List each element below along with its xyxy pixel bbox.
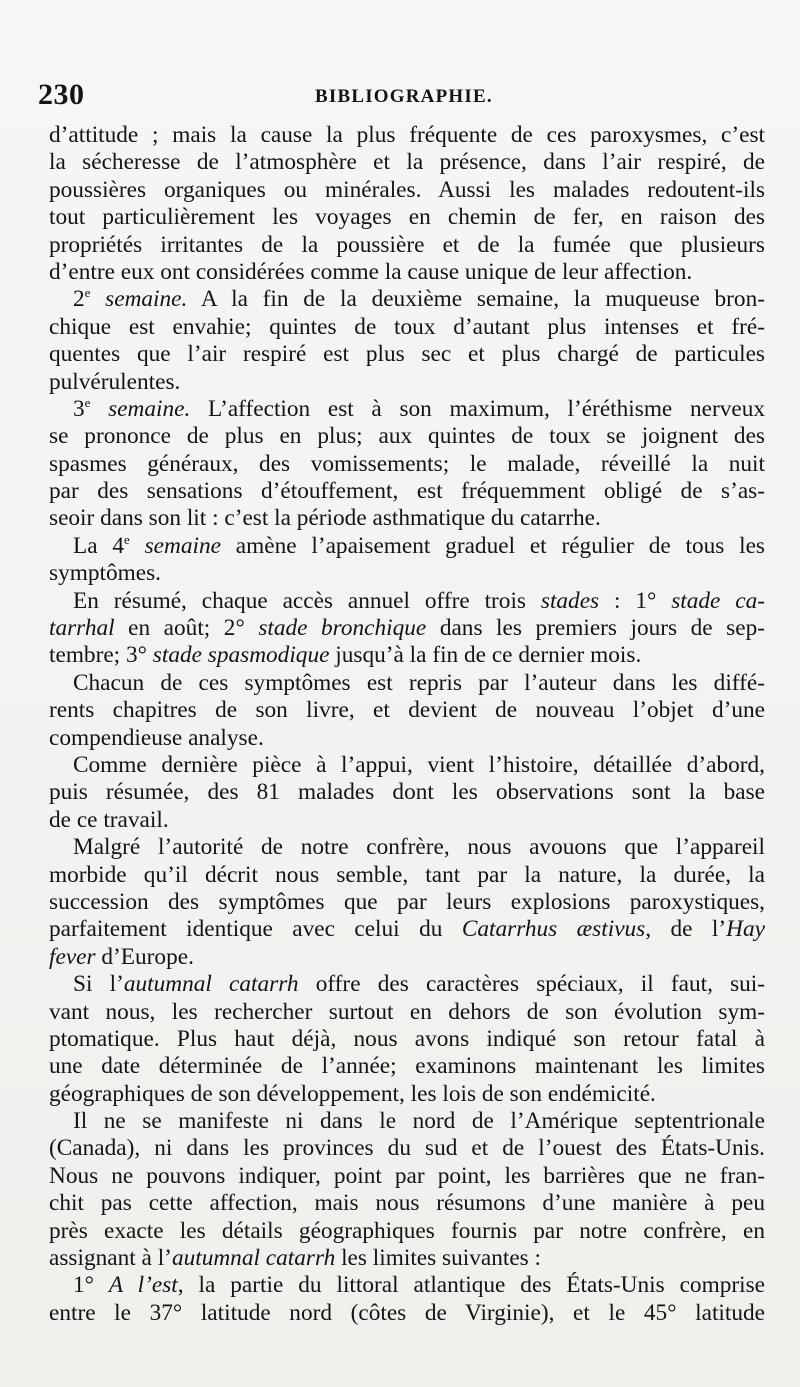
text-line: [49, 1081, 765, 1108]
text-segment: pulvérulentes.: [49, 368, 181, 395]
text-line: [49, 1108, 765, 1135]
italic-text: A l’est: [108, 1272, 178, 1299]
text-segment: la sécheresse de l’atmosphère et la présence, dans l’air respiré, de: [49, 149, 765, 176]
text-line: [49, 944, 765, 971]
text-segment: La: [73, 532, 113, 559]
text-line: [49, 451, 765, 478]
italic-text: Hay: [726, 916, 765, 943]
text-segment: , la partie du littoral atlantique des États-Unis comprise: [177, 1272, 765, 1299]
text-segment: Comme dernière pièce à l’appui, vient l’histoire, détaillée d’abord,: [73, 751, 765, 778]
text-segment: 2: [73, 286, 85, 313]
italic-text: Catarrhus æstivus: [461, 916, 646, 943]
text-line: [49, 1300, 765, 1327]
text-segment: morbide qu’il décrit nous semble, tant par la nature, la durée, la: [49, 861, 765, 888]
text-segment: une date déterminée de l’année; examinons maintenant les limites: [49, 1053, 765, 1080]
text-line: [49, 916, 765, 943]
italic-text: stade spasmodique: [152, 642, 330, 669]
italic-text: semaine.: [90, 286, 188, 313]
text-segment: d’Europe.: [95, 943, 194, 970]
text-segment: A la fin de la deuxième semaine, la muqueuse bron-: [187, 286, 765, 313]
text-line: [49, 889, 765, 916]
text-segment: spasmes généraux, des vomissements; le malade, réveillé la nuit: [49, 450, 765, 477]
text-line: [49, 588, 765, 615]
text-segment: quentes que l’air respiré est plus sec et plus chargé de particules: [49, 341, 765, 368]
text-segment: géographiques de son développement, les lois de son endémicité.: [49, 1080, 656, 1107]
text-line: [49, 752, 765, 779]
text-line: [49, 615, 765, 642]
text-line: [49, 971, 765, 998]
italic-text: semaine.: [90, 395, 191, 422]
text-segment: dans les premiers jours de sep-: [426, 615, 765, 642]
page-number: 230: [38, 78, 85, 111]
text-line: [49, 341, 765, 368]
text-line: [49, 533, 765, 560]
text-line: [49, 232, 765, 259]
text-line: [49, 725, 765, 752]
text-segment: d’attitude ; mais la cause la plus fréquente de ces paroxysmes, c’est: [49, 122, 765, 148]
italic-text: stade bronchique: [258, 615, 427, 642]
text-segment: compendieuse analyse.: [49, 724, 264, 751]
text-line: [49, 1053, 765, 1080]
text-segment: parfaitement identique avec celui du: [49, 916, 462, 943]
text-line: [49, 1272, 765, 1299]
text-line: [49, 396, 765, 423]
text-segment: se prononce de plus en plus; aux quintes de toux se joignent des: [49, 423, 765, 450]
text-segment: assignant à l’: [49, 1245, 172, 1272]
text-segment: En résumé, chaque accès annuel offre trois: [73, 587, 541, 614]
superscript: e: [84, 395, 91, 411]
italic-text: semaine: [129, 532, 221, 559]
text-segment: d’entre eux ont considérées comme la cause unique de leur affection.: [49, 258, 693, 285]
text-line: [49, 1218, 765, 1245]
text-line: [49, 423, 765, 450]
text-segment: ptomatique. Plus haut déjà, nous avons indiqué son retour fatal à: [49, 1025, 765, 1052]
text-segment: 3: [73, 395, 85, 422]
text-segment: , de l’: [645, 916, 727, 943]
text-line: [49, 779, 765, 806]
body-text: [49, 122, 765, 1327]
text-segment: tembre; 3°: [49, 642, 153, 669]
text-line: [49, 1190, 765, 1217]
text-segment: Chacun de ces symptômes est repris par l’auteur dans les diffé-: [73, 669, 765, 696]
text-line: [49, 478, 765, 505]
text-line: [49, 999, 765, 1026]
text-line: [49, 1163, 765, 1190]
text-line: [49, 122, 765, 149]
text-segment: en août; 2°: [114, 615, 259, 642]
text-segment: chique est envahie; quintes de toux d’autant plus intenses et fré-: [49, 313, 765, 340]
text-segment: (Canada), ni dans les provinces du sud et de l’ouest des États-Unis.: [49, 1135, 765, 1162]
text-segment: entre le 37° latitude nord (côtes de Virginie), et le 45° latitude: [49, 1299, 765, 1326]
text-line: [49, 204, 765, 231]
text-segment: symptômes.: [49, 560, 161, 587]
text-line: [49, 314, 765, 341]
italic-text: autumnal catarrh: [123, 971, 299, 998]
text-line: [49, 560, 765, 587]
italic-text: stade ca-: [671, 587, 766, 614]
text-line: [49, 369, 765, 396]
text-segment: propriétés irritantes de la poussière et de la fumée que plusieurs: [49, 231, 765, 258]
text-line: [49, 286, 765, 313]
text-segment: seoir dans son lit : c’est la période asthmatique du catarrhe.: [49, 505, 601, 532]
text-segment: chit pas cette affection, mais nous résumons d’une manière à peu: [49, 1190, 765, 1217]
italic-text: fever: [49, 943, 96, 970]
text-line: [49, 505, 765, 532]
text-line: [49, 697, 765, 724]
text-segment: amène l’apaisement graduel et régulier de tous les: [220, 532, 765, 559]
text-segment: les limites suivantes :: [335, 1245, 542, 1272]
text-segment: de ce travail.: [49, 806, 169, 833]
text-segment: rents chapitres de son livre, et devient de nouveau l’objet d’une: [49, 697, 765, 724]
text-segment: Malgré l’autorité de notre confrère, nous avouons que l’appareil: [73, 834, 765, 861]
text-segment: tout particulièrement les voyages en chemin de fer, en raison des: [49, 204, 765, 231]
italic-text: stades: [540, 587, 600, 614]
text-line: [49, 807, 765, 834]
text-line: [49, 862, 765, 889]
superscript: e: [84, 285, 91, 301]
text-segment: L’affection est à son maximum, l’éréthisme nerveux: [190, 395, 765, 422]
text-segment: par des sensations d’étouffement, est fréquemment obligé de s’as-: [49, 478, 765, 505]
text-segment: poussières organiques ou minérales. Aussi les malades redoutent-ils: [49, 176, 765, 203]
text-line: [49, 1026, 765, 1053]
italic-text: tarrhal: [49, 615, 115, 642]
text-line: [49, 177, 765, 204]
text-segment: jusqu’à la fin de ce dernier mois.: [329, 642, 642, 669]
text-line: [49, 834, 765, 861]
text-segment: Nous ne pouvons indiquer, point par point, les barrières que ne fran-: [49, 1162, 765, 1189]
text-segment: près exacte les détails géographiques fournis par notre confrère, en: [49, 1217, 765, 1244]
text-line: [49, 149, 765, 176]
text-segment: Si l’: [73, 971, 124, 998]
text-line: [49, 259, 765, 286]
superscript: e: [124, 532, 130, 548]
italic-text: autumnal catarrh: [171, 1245, 336, 1272]
text-segment: 1°: [73, 1272, 109, 1299]
text-segment: 4: [112, 532, 125, 559]
text-line: [49, 670, 765, 697]
text-segment: vant nous, les rechercher surtout en dehors de son évolution sym-: [49, 998, 765, 1025]
text-segment: succession des symptômes que par leurs explosions paroxystiques,: [49, 888, 765, 915]
text-line: [49, 1135, 765, 1162]
page-header: [30, 72, 770, 120]
text-line: [49, 1245, 765, 1272]
text-segment: : 1°: [599, 587, 672, 614]
text-line: [49, 642, 765, 669]
text-segment: offre des caractères spéciaux, il faut, sui-: [298, 971, 766, 998]
text-segment: puis résumée, des 81 malades dont les observations sont la base: [49, 779, 765, 806]
running-head: BIBLIOGRAPHIE.: [315, 86, 493, 107]
text-segment: Il ne se manifeste ni dans le nord de l’Amérique septentrionale: [73, 1108, 765, 1135]
